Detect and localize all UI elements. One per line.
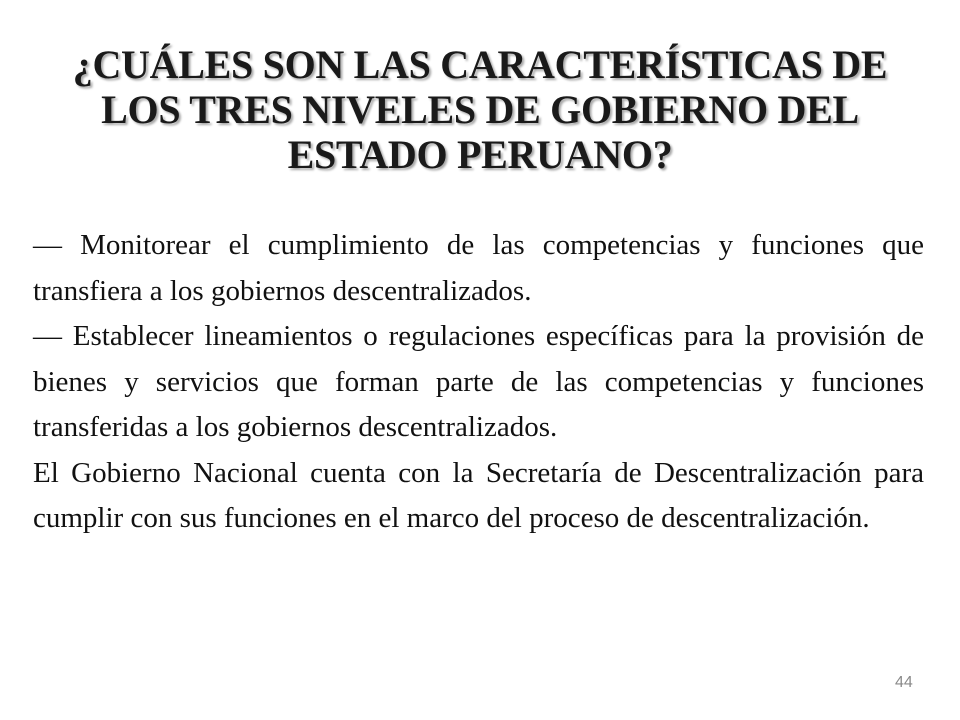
slide-body [33, 223, 924, 542]
paragraph-monitorear: — Monitorear el cumplimiento de las competencias y funciones que transfiera a los gobiernos descentralizados. [33, 229, 924, 307]
paragraph-establecer: — Establecer lineamientos o regulaciones específicas para la provisión de bienes y servicios que forman parte de las competencias y funciones transferidas a los gobiernos descentralizados. [33, 320, 924, 443]
paragraph-gobierno-nacional: El Gobierno Nacional cuenta con la Secretaría de Descentralización para cumplir con sus funciones en el marco del proceso de descentralización. [33, 456, 924, 534]
slide-title: ¿CUÁLES SON LAS CARACTERÍSTICAS DE LOS TRES NIVELES DE GOBIERNO DEL ESTADO PERUANO? [72, 42, 888, 177]
page-number: 44 [895, 674, 913, 691]
